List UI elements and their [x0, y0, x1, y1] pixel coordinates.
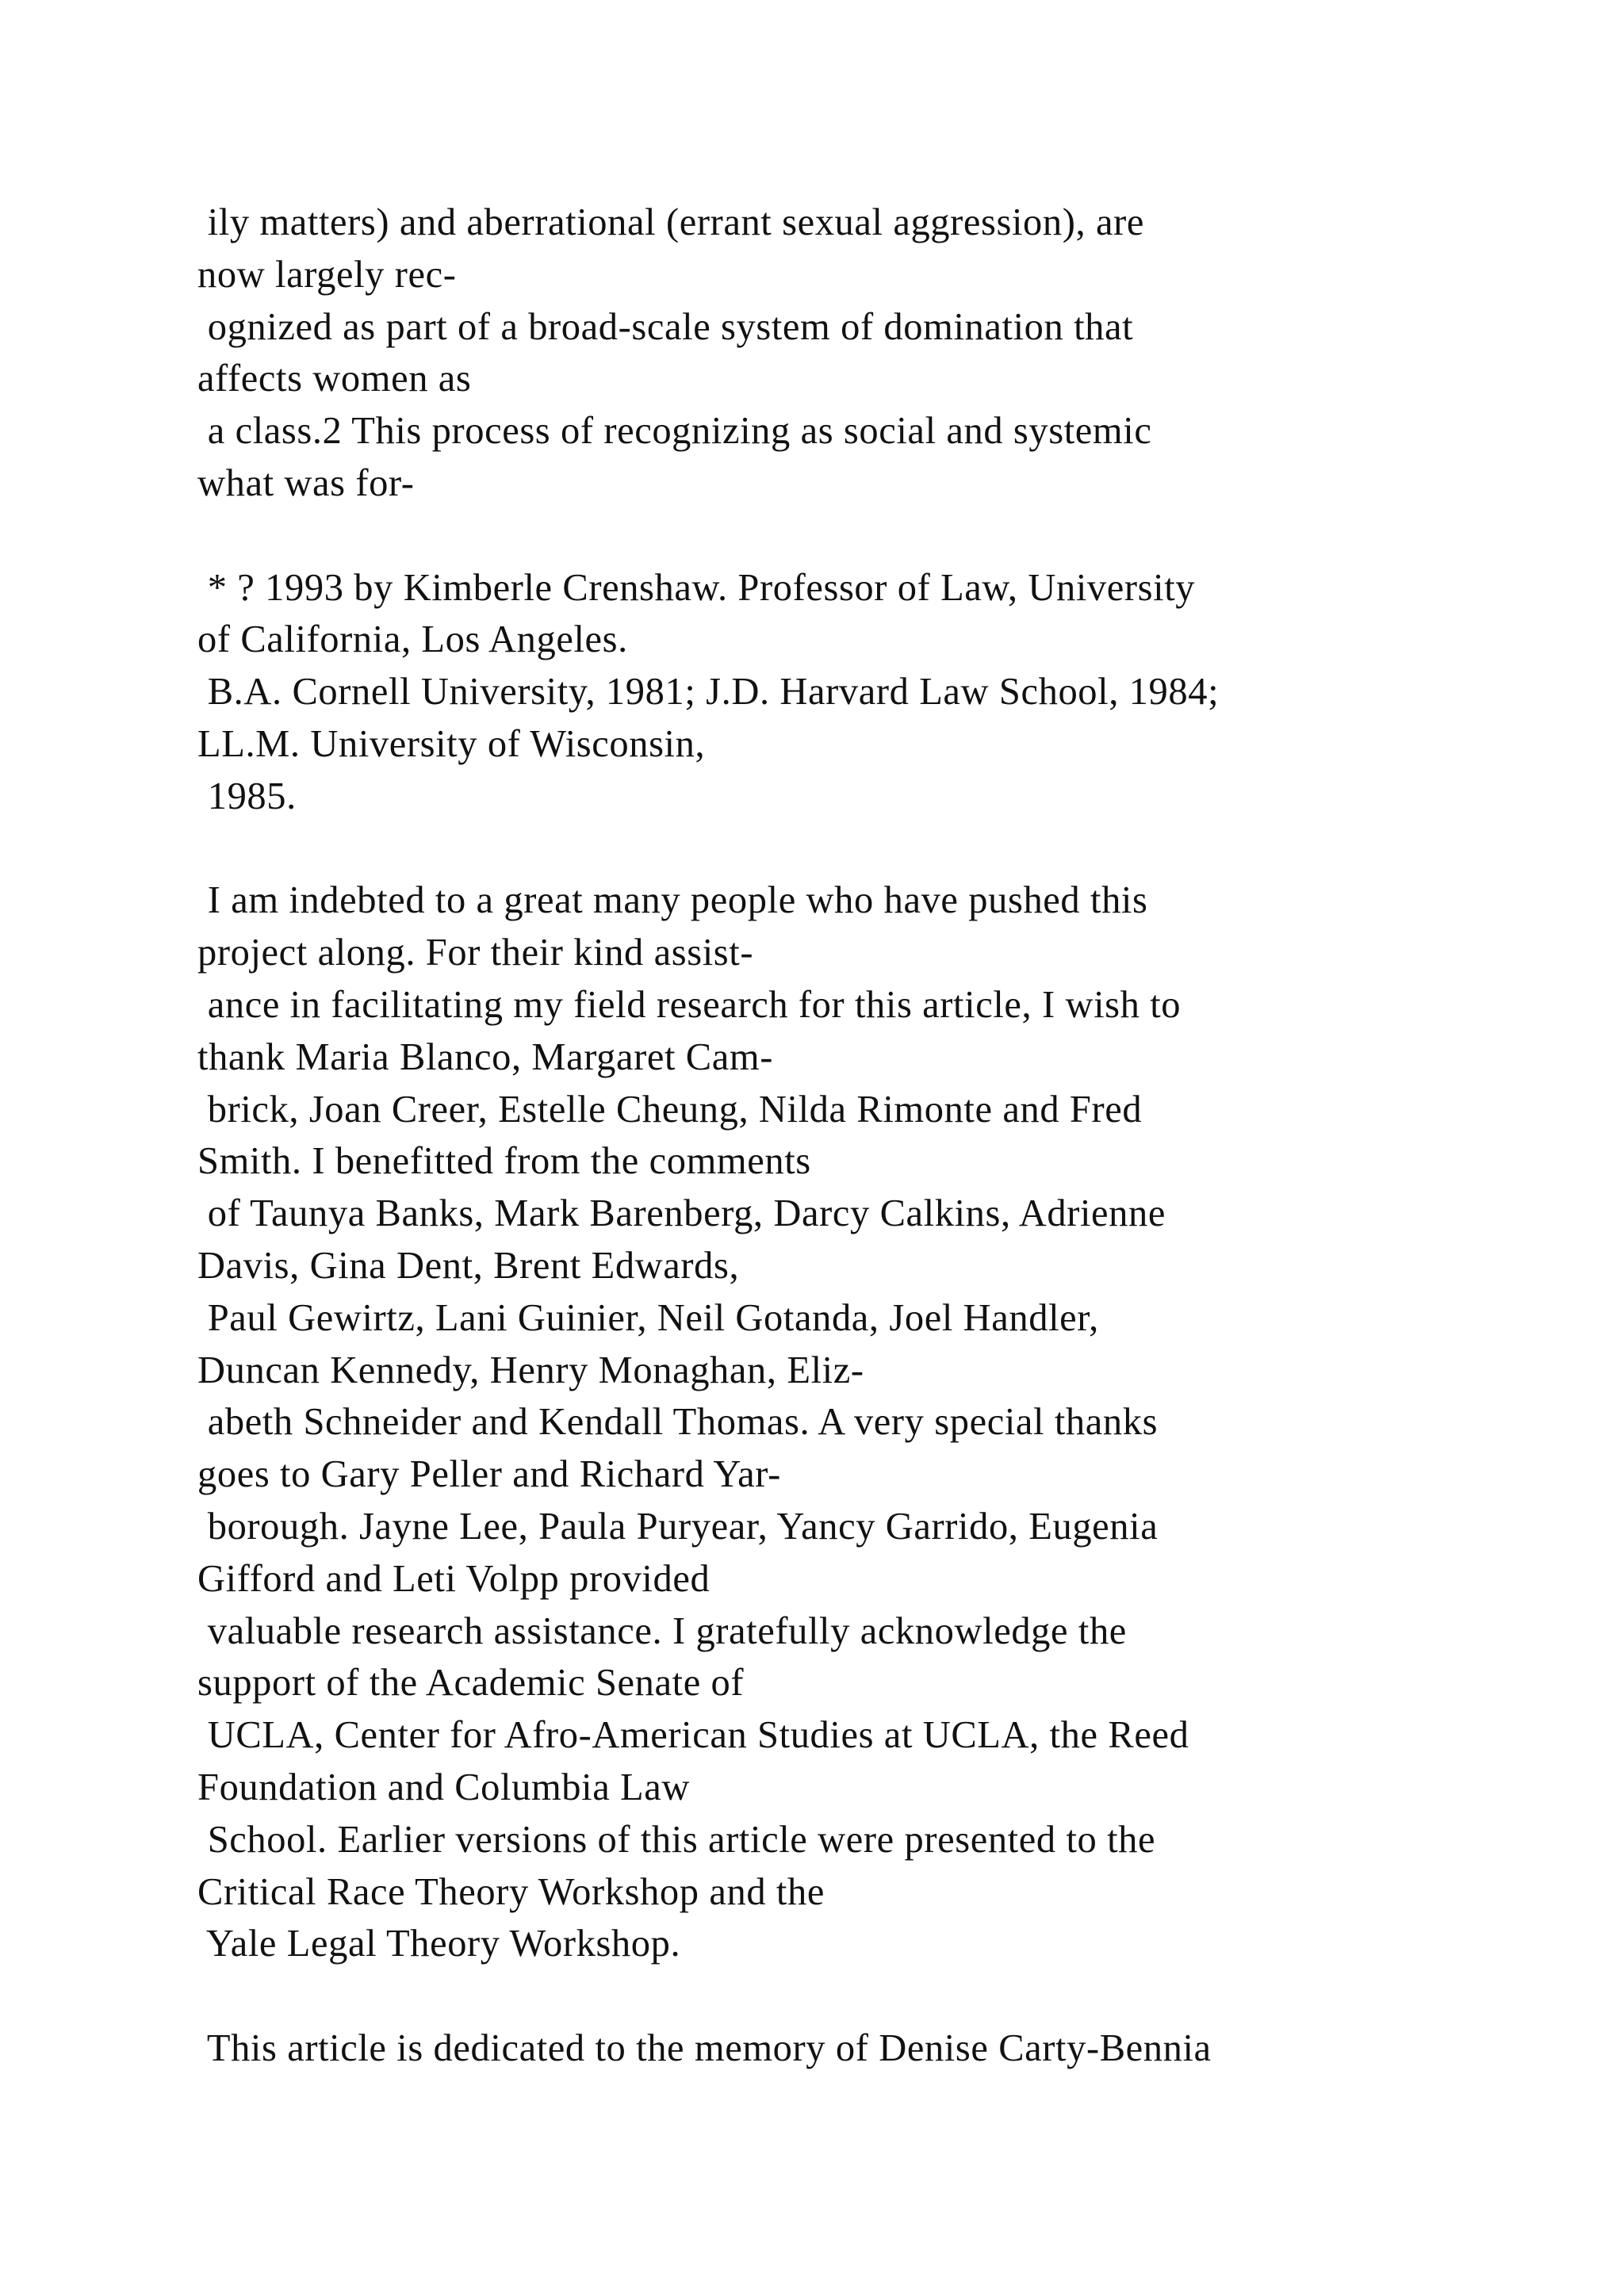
- paragraph-spacer: [197, 823, 1609, 875]
- text-line: Yale Legal Theory Workshop.: [197, 1923, 681, 1965]
- text-line: abeth Schneider and Kendall Thomas. A very special thanks: [197, 1401, 1159, 1444]
- paragraph-spacer: [197, 510, 1609, 562]
- text-line: School. Earlier versions of this article were presented to the: [197, 1818, 1156, 1861]
- text-line: Duncan Kennedy, Henry Monaghan, Eliz-: [197, 1349, 864, 1391]
- text-line: Davis, Gina Dent, Brent Edwards,: [197, 1244, 740, 1287]
- text-line: brick, Joan Creer, Estelle Cheung, Nilda Rimonte and Fred: [197, 1088, 1143, 1131]
- document-text: [197, 197, 1609, 2075]
- text-line: ognized as part of a broad-scale system of domination that: [197, 305, 1134, 348]
- text-line: affects women as: [197, 358, 472, 400]
- text-line: Smith. I benefitted from the comments: [197, 1140, 811, 1183]
- paragraph-spacer: [197, 1970, 1609, 2022]
- text-line: 1985.: [197, 775, 297, 817]
- text-line: goes to Gary Peller and Richard Yar-: [197, 1453, 781, 1496]
- text-line: * ? 1993 by Kimberle Crenshaw. Professor of Law, University: [197, 566, 1196, 609]
- text-line: what was for-: [197, 461, 415, 504]
- text-line: Paul Gewirtz, Lani Guinier, Neil Gotanda, Joel Handler,: [197, 1296, 1099, 1339]
- text-line: of Taunya Banks, Mark Barenberg, Darcy Calkins, Adrienne: [197, 1192, 1166, 1235]
- text-line: Foundation and Columbia Law: [197, 1766, 691, 1808]
- text-line: support of the Academic Senate of: [197, 1662, 745, 1705]
- text-line: B.A. Cornell University, 1981; J.D. Harvard Law School, 1984;: [197, 671, 1220, 714]
- text-line: Critical Race Theory Workshop and the: [197, 1870, 825, 1913]
- text-line: now largely rec-: [197, 253, 457, 296]
- footnote-copyright: [197, 562, 1609, 823]
- text-line: project along. For their kind assist-: [197, 932, 754, 974]
- text-line: ily matters) and aberrational (errant sexual aggression), are: [197, 201, 1144, 243]
- text-line: thank Maria Blanco, Margaret Cam-: [197, 1035, 773, 1078]
- text-line: of California, Los Angeles.: [197, 618, 628, 661]
- footnote-dedication: [197, 2022, 1609, 2075]
- text-line: LL.M. University of Wisconsin,: [197, 722, 706, 765]
- footnote-acknowledgments: [197, 874, 1609, 1970]
- text-line: valuable research assistance. I gratefully acknowledge the: [197, 1609, 1127, 1652]
- text-line: Gifford and Leti Volpp provided: [197, 1557, 710, 1600]
- text-line: This article is dedicated to the memory of Denise Carty-Bennia: [197, 2026, 1212, 2069]
- text-line: borough. Jayne Lee, Paula Puryear, Yancy Garrido, Eugenia: [197, 1505, 1159, 1548]
- text-line: I am indebted to a great many people who have pushed this: [197, 879, 1148, 922]
- text-line: UCLA, Center for Afro-American Studies at UCLA, the Reed: [197, 1714, 1189, 1757]
- text-line: ance in facilitating my field research for this article, I wish to: [197, 983, 1182, 1026]
- text-line: a class.2 This process of recognizing as social and systemic: [197, 410, 1152, 453]
- body-paragraph: [197, 197, 1609, 510]
